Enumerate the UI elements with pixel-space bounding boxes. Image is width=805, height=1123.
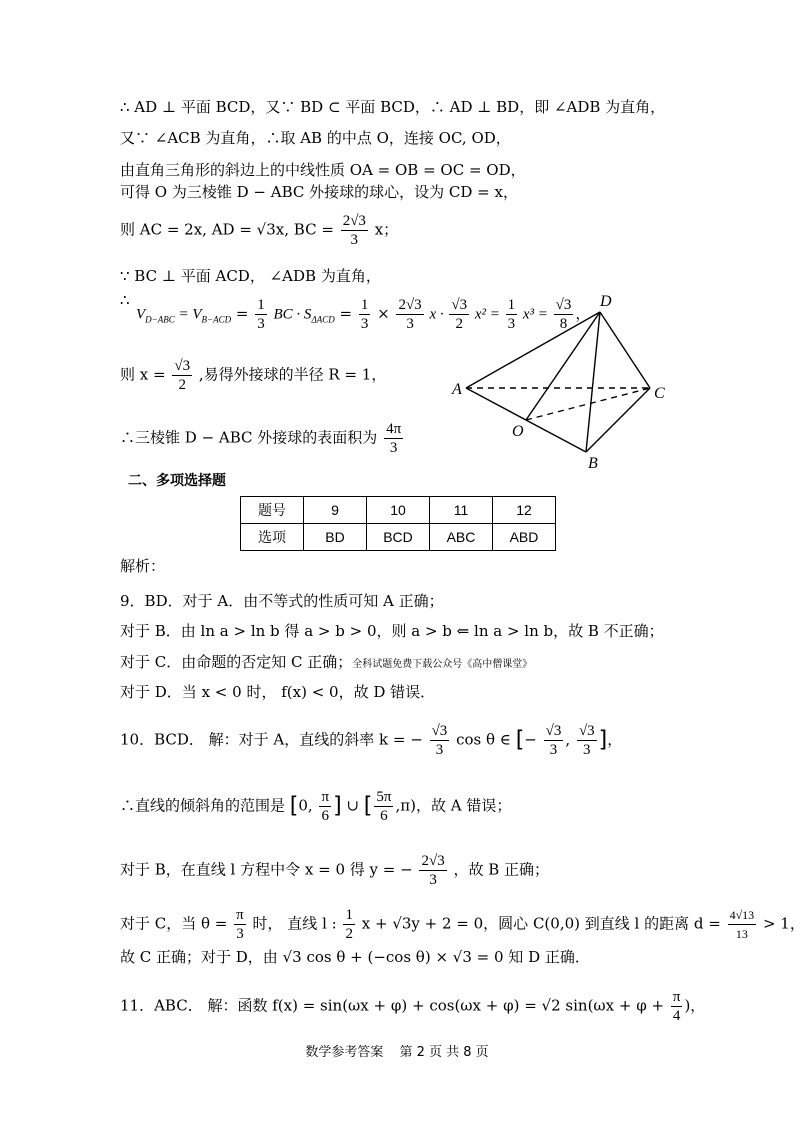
edge-CB (586, 388, 650, 452)
q9-line-1: 9．BD．对于 A．由不等式的性质可知 A 正确； (120, 592, 444, 610)
q10-line-2: ∴直线的倾斜角的范围是 [0, $\frac{\pi}{6}$ ] ∪ [ $\frac{5\pi}{6}$ ,π)，故 A 错误； (120, 789, 512, 824)
label-O: O (512, 423, 524, 440)
q10-line-1: 10．BCD． 解：对于 A，直线的斜率 k = − $\frac{√3}{3}$ cos θ ∈ [− $\frac{√3}{3}$ , $\frac{√3}{3}$ ]， (120, 723, 623, 758)
line-7-therefore: ∴ (120, 291, 130, 309)
q10-line-5: 故 C 正确；对于 D，由 √3 cos θ + (−cos θ) × √3 = 0 知 D 正确． (120, 948, 590, 966)
q10-line-3: 对于 B，在直线 l 方程中令 x = 0 得 y = − $\frac{2√3}{3}$ ，故 B 正确； (120, 853, 550, 888)
table-cell: 9 (304, 497, 367, 524)
line-9: ∴三棱锥 D − ABC 外接球的表面积为 $\frac{4\pi}{3}$ (120, 421, 402, 456)
label-C: C (654, 385, 665, 402)
table-cell: BCD (367, 524, 430, 551)
edge-DA (466, 312, 600, 388)
watermark-note: 全科试题免费下载公众号《高中僧课堂》 (352, 659, 533, 670)
footer-subject: 数学参考答案 (305, 1045, 384, 1060)
table-row (241, 497, 556, 524)
line-8: 则 x = $\frac{√3}{2}$ ,易得外接球的半径 R = 1， (120, 358, 387, 393)
volume-equation: $V_{D-ABC} = V_{B-ACD}$ = $\frac{1}{3}$ BC · $S_{\Delta ACD}$ = $\frac{1}{3}$ × $\frac{2√3}{3}$ x · $\frac{√3}{2}$ x² = $\frac{1}{3}$ x³ = $\frac{√3}{8}$ ， (136, 297, 591, 332)
edge-DB (586, 312, 600, 452)
table-cell: 11 (430, 497, 493, 524)
line-4: 可得 O 为三棱锥 D − ABC 外接球的球心，设为 CD = x， (120, 183, 518, 201)
q10-line-4: 对于 C，当 θ = $\frac{\pi}{3}$ 时， 直线 l : $\frac{1}{2}$ x + √3y + 2 = 0，圆心 C(0,0) 到直线 l 的距离 d = $\frac{4√13}{13}$ > 1， (120, 907, 805, 942)
line-1: ∴ AD ⊥ 平面 BCD，又∵ BD ⊂ 平面 BCD，∴ AD ⊥ BD，即 ∠ADB 为直角， (120, 98, 666, 116)
q9-line-4: 对于 D．当 x < 0 时， f(x) < 0，故 D 错误． (120, 683, 436, 701)
row-header-options: 选项 (241, 524, 304, 551)
label-D: D (600, 293, 612, 310)
line-6: ∵ BC ⊥ 平面 ACD， ∠ADB 为直角， (120, 267, 381, 285)
label-B: B (588, 455, 598, 472)
label-A: A (452, 381, 462, 398)
line-3: 由直角三角形的斜边上的中线性质 OA = OB = OC = OD， (120, 161, 526, 179)
table-cell: 10 (367, 497, 430, 524)
table-row (241, 524, 556, 551)
analysis-label: 解析： (120, 557, 166, 575)
table-cell: 12 (493, 497, 556, 524)
edge-DC (600, 312, 650, 388)
edge-DO (526, 312, 600, 420)
table-cell: ABC (430, 524, 493, 551)
page-footer (0, 1041, 794, 1060)
row-header-number: 题号 (241, 497, 304, 524)
q11-line-1: 11．ABC． 解：函数 f(x) = sin(ωx + φ) + cos(ωx + φ) = √2 sin(ωx + φ + $\frac{\pi}{4}$ )， (120, 989, 706, 1024)
footer-page: 第 2 页 共 8 页 (399, 1045, 489, 1060)
table-cell: ABD (493, 524, 556, 551)
answer-table (240, 496, 556, 551)
q9-line-2: 对于 B．由 ln a > ln b 得 a > b > 0，则 a > b ⇐ ln a > ln b，故 B 不正确； (120, 622, 664, 640)
line-2: 又∵ ∠ACB 为直角，∴取 AB 的中点 O，连接 OC, OD， (120, 129, 511, 147)
table-cell: BD (304, 524, 367, 551)
q9-line-3: 对于 C．由命题的否定知 C 正确；全科试题免费下载公众号《高中僧课堂》 (120, 653, 533, 671)
line-5: 则 AC = 2x, AD = √3x, BC = $\frac{2√3}{3}$ x； (120, 213, 399, 248)
tetrahedron-figure (440, 288, 680, 472)
section-title: 二、多项选择题 (128, 473, 226, 489)
